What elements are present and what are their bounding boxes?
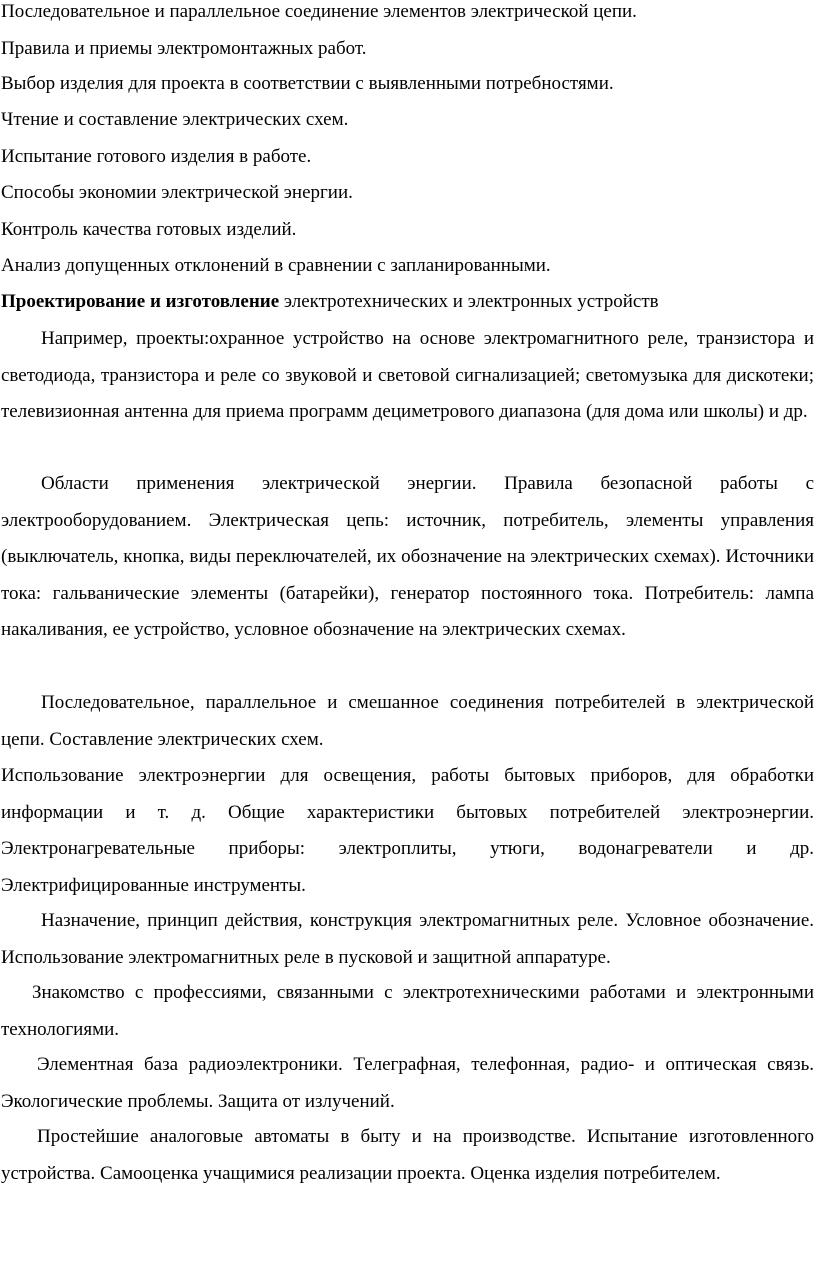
list-item: Чтение и составление электрических схем. (1, 109, 349, 130)
list-item: Способы экономии электрической энергии. (1, 182, 353, 203)
paragraph-connections: Последовательное, параллельное и смешанное соединения потребителей в электрической цепи. Составление электрических схем. (1, 692, 814, 750)
paragraph-automata: Простейшие аналоговые автоматы в быту и на производстве. Испытание изготовленного устройства. Самооценка учащимися реализации проекта. Оценка изделия потребителем. (1, 1126, 814, 1184)
list-item: Испытание готового изделия в работе. (1, 146, 312, 167)
list-item: Контроль качества готовых изделий. (1, 219, 297, 240)
section-heading-rest: электротехнических и электронных устройств (279, 291, 659, 312)
paragraph-radioelectronics: Элементная база радиоэлектроники. Телеграфная, телефонная, радио- и оптическая связь. Экологические проблемы. Защита от излучений. (1, 1054, 814, 1112)
paragraph-professions: Знакомство с профессиями, связанными с электротехническими работами и электронными технологиями. (1, 982, 814, 1040)
list-item: Правила и приемы электромонтажных работ. (1, 38, 367, 59)
paragraph-relays: Назначение, принцип действия, конструкция электромагнитных реле. Условное обозначение. Использование электромагнитных реле в пусковой и защитной аппаратуре. (1, 910, 814, 968)
section-heading (1, 291, 659, 313)
paragraph-consumers: Использование электроэнергии для освещения, работы бытовых приборов, для обработки информации и т. д. Общие характеристики бытовых потребителей электроэнергии. Электронагревательные приборы: электроплиты, утюги, водонагреватели и др. Электрифицированные инструменты. (1, 765, 814, 896)
list-item: Выбор изделия для проекта в соответствии с выявленными потребностями. (1, 73, 614, 94)
section-heading-bold: Проектирование и изготовление (1, 291, 280, 312)
list-item: Анализ допущенных отклонений в сравнении с запланированными. (1, 255, 551, 276)
list-item: Последовательное и параллельное соединение элементов электрической цепи. (1, 1, 637, 22)
paragraph-projects: Например, проекты:охранное устройство на основе электромагнитного реле, транзистора и светодиода, транзистора и реле со звуковой и световой сигнализацией; светомузыка для дискотеки; телевизионная антенна для приема программ дециметрового диапазона (для дома или школы) и др. (1, 328, 814, 422)
paragraph-electric-energy: Области применения электрической энергии. Правила безопасной работы с электрооборудованием. Электрическая цепь: источник, потребитель, элементы управления (выключатель, кнопка, виды переключателей, их обозначение на электрических схемах). Источники тока: гальванические элементы (батарейки), генератор постоянного тока. Потребитель: лампа накаливания, ее устройство, условное обозначение на электрических схемах. (1, 473, 814, 640)
